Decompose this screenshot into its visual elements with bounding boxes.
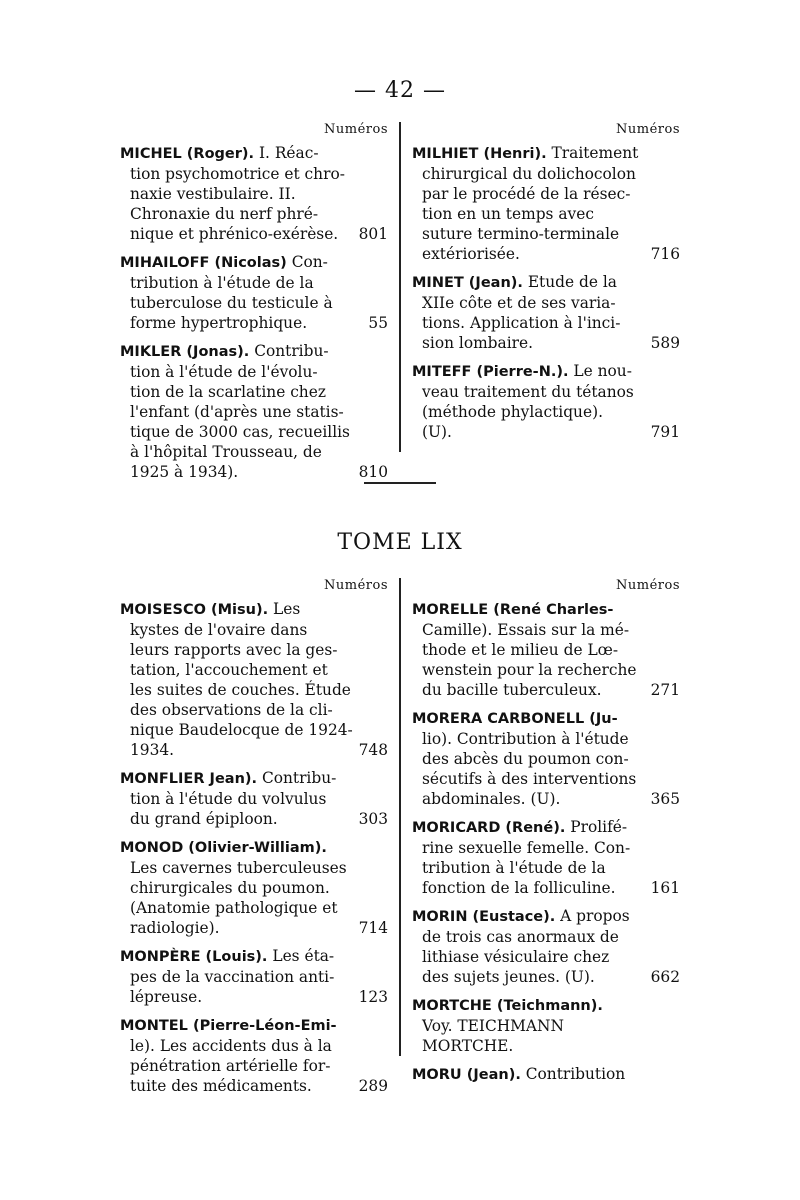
- entry-text: MORTCHE.: [422, 1037, 514, 1055]
- entry-text: thode et le milieu de Lœ-: [422, 641, 619, 659]
- column-top-left: [120, 122, 388, 490]
- entry-text: Etude de la: [527, 273, 617, 291]
- entry-text: tion à l'étude du volvulus: [130, 790, 327, 808]
- entry-text: tribution à l'étude de la: [130, 274, 314, 292]
- index-entry: [120, 1015, 388, 1096]
- index-entry: [412, 143, 680, 264]
- column-header-numeros: Numéros: [616, 122, 680, 137]
- entry-number: 365: [650, 790, 680, 808]
- entry-author: MIKLER (Jonas).: [120, 344, 250, 360]
- column-header-numeros: Numéros: [324, 578, 388, 593]
- page-number: — 42 —: [354, 78, 446, 103]
- entry-text: XIIe côte et de ses varia-: [422, 294, 616, 312]
- entry-text: veau traitement du tétanos: [422, 383, 634, 401]
- entry-number: 714: [358, 919, 388, 937]
- entry-author: MICHEL (Roger).: [120, 146, 255, 162]
- entry-text: Prolifé-: [570, 818, 628, 836]
- entry-author: MORIN (Eustace).: [412, 909, 556, 925]
- entry-author: MONPÈRE (Louis).: [120, 949, 268, 965]
- column-top-right: [412, 122, 680, 450]
- index-entry: [412, 906, 680, 987]
- column-divider-bottom: [399, 578, 401, 1056]
- entry-text: extériorisée.: [422, 245, 520, 263]
- index-entry: [120, 599, 388, 760]
- column-bottom-right: [412, 578, 680, 1093]
- index-entry: [412, 361, 680, 442]
- entry-text: Voy. TEICHMANN: [422, 1017, 564, 1035]
- entry-text: tion en un temps avec: [422, 205, 594, 223]
- entry-text: Con-: [291, 253, 328, 271]
- entry-text: (Anatomie pathologique et: [130, 899, 338, 917]
- entry-author: MORU (Jean).: [412, 1067, 521, 1083]
- entry-text: leurs rapports avec la ges-: [130, 641, 338, 659]
- entry-number: 55: [368, 314, 388, 332]
- entry-text: Les: [272, 600, 301, 618]
- entry-number: 791: [650, 423, 680, 441]
- entry-author: MORTCHE (Teichmann).: [412, 998, 603, 1014]
- index-entry: [412, 599, 680, 700]
- entry-text: rine sexuelle femelle. Con-: [422, 839, 631, 857]
- entry-text: sion lombaire.: [422, 334, 533, 352]
- entry-text: tion psychomotrice et chro-: [130, 165, 345, 183]
- entry-text: l'enfant (d'après une statis-: [130, 403, 344, 421]
- entry-text: naxie vestibulaire. II.: [130, 185, 296, 203]
- entry-text: des sujets jeunes. (U).: [422, 968, 595, 986]
- index-entry: [412, 1064, 680, 1085]
- entry-number: 123: [358, 988, 388, 1006]
- entry-text: tion de la scarlatine chez: [130, 383, 326, 401]
- column-header-numeros: Numéros: [324, 122, 388, 137]
- entry-author: MOISESCO (Misu).: [120, 602, 269, 618]
- entry-author: MITEFF (Pierre-N.).: [412, 364, 569, 380]
- entry-text: fonction de la folliculine.: [422, 879, 616, 897]
- entry-text: tuite des médicaments.: [130, 1077, 312, 1095]
- entry-text: Contribution: [525, 1065, 626, 1083]
- entry-text: Contribu-: [261, 769, 337, 787]
- entry-text: lépreuse.: [130, 988, 203, 1006]
- entry-number: 161: [650, 879, 680, 897]
- entry-author: MORELLE (René Charles-: [412, 602, 614, 618]
- index-entry: [412, 708, 680, 809]
- entry-number: 589: [650, 334, 680, 352]
- entry-number: 289: [358, 1077, 388, 1095]
- entry-text: tique de 3000 cas, recueillis: [130, 423, 350, 441]
- entry-author: MORERA CARBONELL (Ju-: [412, 711, 618, 727]
- index-entry: [412, 817, 680, 898]
- entry-number: 748: [358, 741, 388, 759]
- index-entry: [120, 768, 388, 829]
- entry-text: nique Baudelocque de 1924-: [130, 721, 353, 739]
- entry-text: (U).: [422, 423, 452, 441]
- entry-text: lio). Contribution à l'étude: [422, 730, 629, 748]
- entry-number: 716: [650, 245, 680, 263]
- entry-text: radiologie).: [130, 919, 220, 937]
- entry-text: pénétration artérielle for-: [130, 1057, 331, 1075]
- section-separator-rule: [364, 482, 436, 484]
- entry-text: Camille). Essais sur la mé-: [422, 621, 630, 639]
- entry-text: Les éta-: [272, 947, 335, 965]
- index-entry: [120, 341, 388, 482]
- column-bottom-left: [120, 578, 388, 1104]
- entry-text: I. Réac-: [258, 144, 319, 162]
- entry-text: suture termino-terminale: [422, 225, 620, 243]
- index-entry: [412, 272, 680, 353]
- entry-text: abdominales. (U).: [422, 790, 561, 808]
- entry-text: par le procédé de la résec-: [422, 185, 631, 203]
- entry-text: chirurgicales du poumon.: [130, 879, 330, 897]
- tome-title: TOME LIX: [337, 530, 463, 555]
- entry-author: MORICARD (René).: [412, 820, 566, 836]
- entry-number: 662: [650, 968, 680, 986]
- entry-text: tions. Application à l'inci-: [422, 314, 621, 332]
- entry-text: de trois cas anormaux de: [422, 928, 619, 946]
- index-entry: [120, 946, 388, 1007]
- entry-text: à l'hôpital Trousseau, de: [130, 443, 322, 461]
- entry-text: tuberculose du testicule à: [130, 294, 333, 312]
- index-entry: [412, 995, 680, 1056]
- column-header-numeros: Numéros: [616, 578, 680, 593]
- entry-text: Les cavernes tuberculeuses: [130, 859, 347, 877]
- index-entry: [120, 252, 388, 333]
- entry-number: 801: [358, 225, 388, 243]
- entry-text: le). Les accidents dus à la: [130, 1037, 332, 1055]
- entry-text: des observations de la cli-: [130, 701, 333, 719]
- entry-text: du grand épiploon.: [130, 810, 278, 828]
- entry-author: MONFLIER Jean).: [120, 771, 258, 787]
- entry-text: les suites de couches. Étude: [130, 681, 351, 699]
- index-entry: [120, 143, 388, 244]
- entry-text: nique et phrénico-exérèse.: [130, 225, 339, 243]
- entry-text: Traitement: [551, 144, 639, 162]
- entry-text: tribution à l'étude de la: [422, 859, 606, 877]
- column-divider-top: [399, 122, 401, 452]
- entry-text: 1925 à 1934).: [130, 463, 239, 481]
- entry-text: 1934.: [130, 741, 175, 759]
- entry-text: lithiase vésiculaire chez: [422, 948, 610, 966]
- entry-text: Le nou-: [573, 362, 632, 380]
- entry-text: tation, l'accouchement et: [130, 661, 328, 679]
- entry-author: MONTEL (Pierre-Léon-Emi-: [120, 1018, 337, 1034]
- entry-number: 271: [650, 681, 680, 699]
- entry-text: tion à l'étude de l'évolu-: [130, 363, 318, 381]
- entry-text: chirurgical du dolichocolon: [422, 165, 636, 183]
- entry-text: Chronaxie du nerf phré-: [130, 205, 319, 223]
- entry-number: 810: [358, 463, 388, 481]
- entry-number: 303: [358, 810, 388, 828]
- entry-text: wenstein pour la recherche: [422, 661, 637, 679]
- entry-text: forme hypertrophique.: [130, 314, 308, 332]
- entry-author: MILHIET (Henri).: [412, 146, 547, 162]
- entry-text: des abcès du poumon con-: [422, 750, 629, 768]
- entry-text: Contribu-: [254, 342, 329, 360]
- entry-text: A propos: [560, 907, 630, 925]
- entry-text: pes de la vaccination anti-: [130, 968, 335, 986]
- entry-text: kystes de l'ovaire dans: [130, 621, 308, 639]
- entry-text: du bacille tuberculeux.: [422, 681, 602, 699]
- index-entry: [120, 837, 388, 938]
- entry-text: (méthode phylactique).: [422, 403, 603, 421]
- entry-text: sécutifs à des interventions: [422, 770, 637, 788]
- entry-author: MIHAILOFF (Nicolas): [120, 255, 287, 271]
- entry-author: MINET (Jean).: [412, 275, 523, 291]
- entry-author: MONOD (Olivier-William).: [120, 840, 327, 856]
